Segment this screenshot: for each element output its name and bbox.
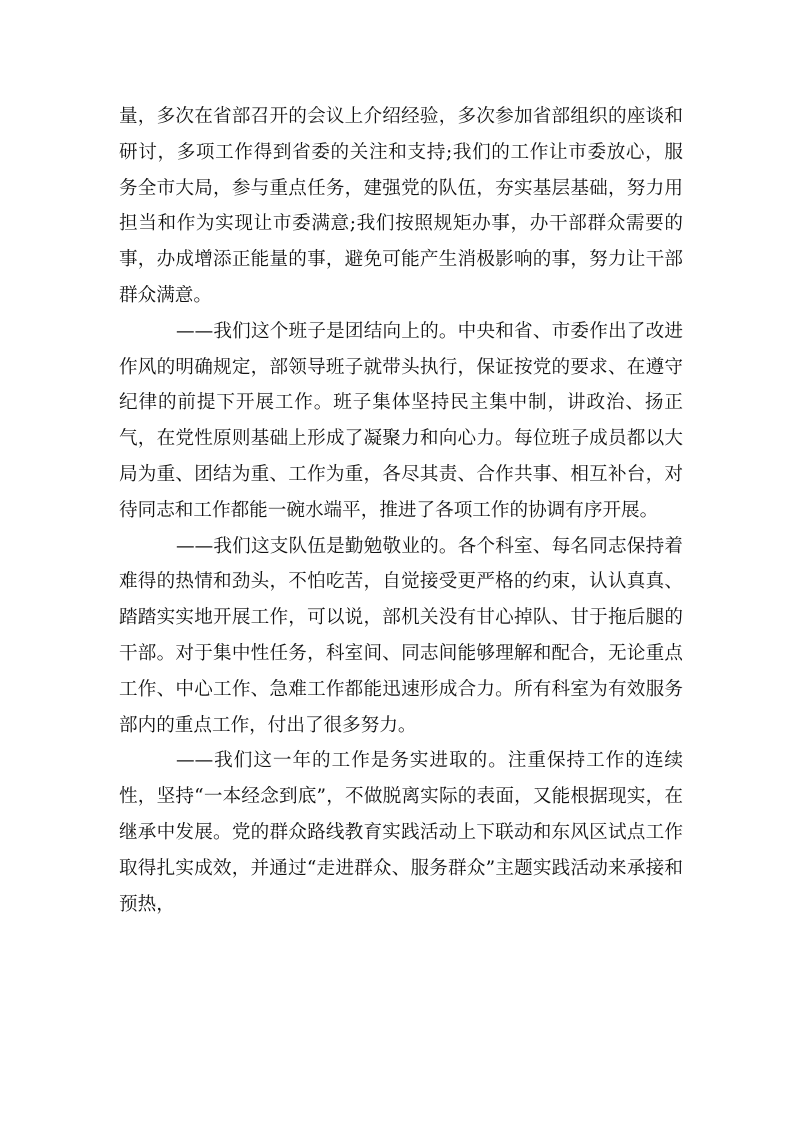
paragraph-team-unity: ——我们这个班子是团结向上的。中央和省、市委作出了改进作风的明确规定，部领导班子就带头执行，保证按党的要求、在遵守纪律的前提下开展工作。班子集体坚持民主集中制，讲政治、扬正气，在党性原则基础上形成了凝聚力和向心力。每位班子成员都以大局为重、团结为重、工作为重，各尽其责、合作共事、相互补台，对待同志和工作都能一碗水端平，推进了各项工作的协调有序开展。 xyxy=(119,320,683,521)
document-body xyxy=(119,99,683,922)
paragraph-continuation: 量，多次在省部召开的会议上介绍经验，多次参加省部组织的座谈和研讨，多项工作得到省委的关注和支持;我们的工作让市委放心，服务全市大局，参与重点任务，建强党的队伍，夯实基层基础，努力用担当和作为实现让市委满意;我们按照规矩办事，办干部群众需要的事，办成增添正能量的事，避免可能产生消极影响的事，努力让干部群众满意。 xyxy=(119,106,683,306)
paragraph-staff-diligence: ——我们这支队伍是勤勉敬业的。各个科室、每名同志保持着难得的热情和劲头，不怕吃苦，自觉接受更严格的约束，认认真真、踏踏实实地开展工作，可以说，部机关没有甘心掉队、甘于拖后腿的干部。对于集中性任务，科室间、同志间能够理解和配合，无论重点工作、中心工作、急难工作都能迅速形成合力。所有科室为有效服务部内的重点工作，付出了很多努力。 xyxy=(119,535,683,736)
paragraph-yearly-work: ——我们这一年的工作是务实进取的。注重保持工作的连续性，坚持“一本经念到底”，不做脱离实际的表面，又能根据现实，在继承中发展。党的群众路线教育实践活动上下联动和东风区试点工作取得扎实成效，并通过“走进群众、服务群众”主题实践活动来承接和预热， xyxy=(119,750,683,915)
